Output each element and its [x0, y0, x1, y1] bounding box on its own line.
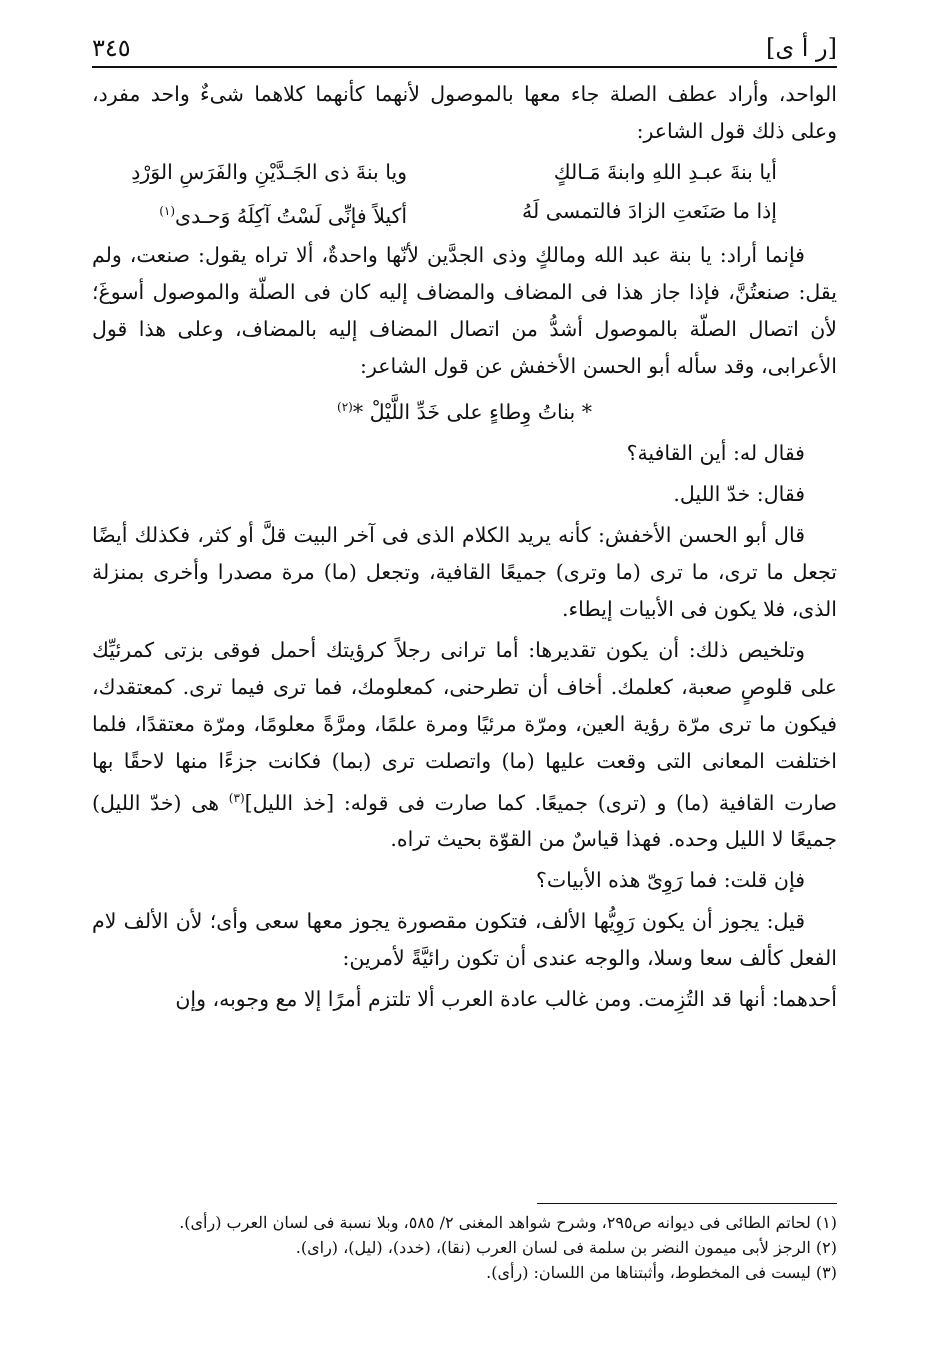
dialog-line-1: فقال له: أين القافية؟ — [626, 440, 805, 465]
verse-2-second-text: أكيلاً فإنِّى لَسْتُ آكِلَهُ وَحـدى — [175, 203, 408, 228]
verse-1-first: أيا بنةَ عبـدِ اللهِ وابنةَ مَـالكٍ — [553, 160, 777, 184]
page-header — [92, 22, 837, 62]
paragraph-7: أحدهما: أنها قد التُزِمت. ومن غالب عادة العرب ألا تلتزم أمرًا إلا مع وجوبه، وإن — [175, 987, 837, 1012]
footnote-mark-1: (١) — [159, 204, 176, 218]
paragraph-4 — [92, 632, 837, 859]
footnote-2: (٢) الرجز لأبى ميمون النضر بن سلمة فى لسان العرب (نقا)، (خدد)، (ليل)، (راى). — [295, 1238, 837, 1257]
paragraph-2: فإنما أراد: يا بنة عبد الله ومالكٍ وذى الجدَّين لأنّها واحدةٌ، ألا تراه يقول: صنعت، ولم يقل: صنعتُنَّ، فإذا جاز هذا فى المضاف والمضاف إليه كان فى الصلّة والموصول أسوغَ؛ لأن اتصال الصلّة بالموصول أشدُّ من اتصال المضاف إليه بالمضاف، وعلى هذا قول الأعرابى، وقد سأله أبو الحسن الأخفش عن قول الشاعر: — [92, 242, 837, 378]
footnote-3: (٣) ليست فى المخطوط، وأثبتناها من اللسان: (رأى). — [486, 1263, 837, 1282]
page-number: ٣٤٥ — [92, 34, 131, 62]
hemistich — [92, 389, 837, 431]
footnote-mark-3: (٣) — [228, 790, 245, 805]
verse-2-second — [92, 193, 407, 235]
paragraph-5: فإن قلت: فما رَوِىّ هذه الأبيات؟ — [535, 868, 805, 893]
section-heading: [ر أ ى] — [765, 34, 837, 62]
header-rule — [92, 66, 837, 68]
footnote-mark-2: (٢) — [337, 399, 353, 414]
footnote-rule — [537, 1203, 837, 1204]
dialog-line-2: فقال: خدّ الليل. — [673, 481, 805, 506]
paragraph-4-part-a: وتلخيص ذلك: أن يكون تقديرها: أما ترانى رجلاً كرؤيتك أحمل فوقى بزتى كمرئيِّك على قلوصٍ صعبة، كعلمك. أخاف أن تطرحنى، كمعلومك، فما ترى فيما ترى. كمعتقدك، فيكون ما ترى مرّة رؤية العين، ومرّة مرئيًا ومرة علمًا، ومرَّةً معلومًا، ومرّة معتقدًا، فلما اختلفت المعانى التى وقعت عليها (ما) واتصلت ترى (بما) فكانت جزءًا منها لاحقًا بها صارت القافية (ما) و (ترى) جميعًا. كما صارت فى قوله: [خذ الليل] — [92, 637, 837, 815]
main-text — [92, 76, 837, 1022]
paragraph-1: الواحد، وأراد عطف الصلة جاء معها بالموصول لأنهما كأنهما كلاهما شىءٌ واحد مفرد، وعلى ذلك قول الشاعر: — [92, 82, 837, 143]
hemistich-text: * بناتُ وِطاءٍ على خَدِّ اللَّيْلْ * — [352, 399, 592, 424]
verse-1-second: ويا بنةَ ذى الجَـدَّيْنِ والفَرَسِ الوَرْدِ — [131, 160, 408, 184]
paragraph-3: قال أبو الحسن الأخفش: كأنه يريد الكلام الذى فى آخر البيت قلَّ أو كثر، فكذلك أيضًا تجعل ما ترى، ما ترى (ما وترى) جميعًا القافية، وتجعل (ما) مرة مصدرا وأخرى بمنزلة الذى، فلا يكون فى الأبيات إيطاء. — [92, 522, 837, 621]
paragraph-6: قيل: يجوز أن يكون رَوِيُّها الألف، فتكون مقصورة يجوز معها سعى وأى؛ لأن الألف لام الفعل كألف سعا وسلا، والوجه عندى أن تكون رائيَّةً لأمرين: — [92, 909, 837, 971]
footnote-1: (١) لحاتم الطائى فى ديوانه ص٢٩٥، وشرح شواهد المغنى ٢/ ٥٨٥، وبلا نسبة فى لسان العرب (رأى). — [179, 1213, 837, 1232]
verse-line-1 — [92, 154, 777, 191]
paragraph-4-part-b: هى (خدّ الليل) جميعًا لا الليل وحده. فهذا قياسٌ من القوّة بحيث تراه. — [92, 790, 837, 852]
footnotes — [92, 1210, 837, 1285]
verse-2-first: إذا ما صَنَعتِ الزادَ فالتمسى لَهُ — [522, 199, 777, 223]
verse-line-2 — [92, 193, 777, 235]
